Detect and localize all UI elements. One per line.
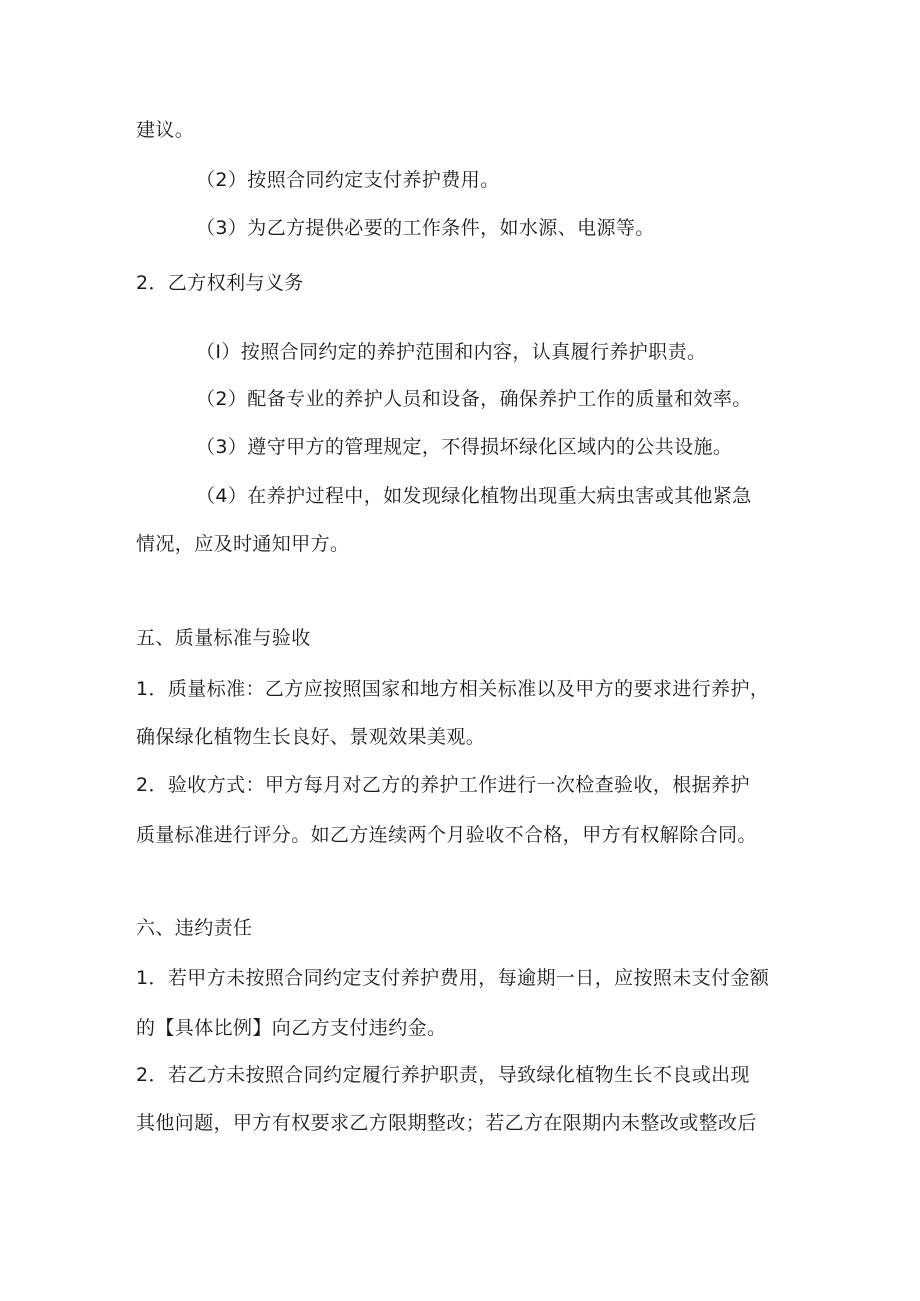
text-line: 的【具体比例】向乙方支付违约金。 xyxy=(136,1017,447,1039)
text-line: 1．质量标准：乙方应按照国家和地方相关标准以及甲方的要求进行养护， xyxy=(136,678,770,700)
text-line: （2）按照合同约定支付养护费用。 xyxy=(196,169,500,191)
text-line: 其他问题，甲方有权要求乙方限期整改；若乙方在限期内未整改或整改后 xyxy=(136,1112,757,1134)
section-heading: 五、质量标准与验收 xyxy=(136,627,311,649)
text-line: 质量标准进行评分。如乙方连续两个月验收不合格，甲方有权解除合同。 xyxy=(136,824,757,846)
text-line: （4）在养护过程中，如发现绿化植物出现重大病虫害或其他紧急 xyxy=(196,485,752,507)
text-line: （I）按照合同约定的养护范围和内容，认真履行养护职责。 xyxy=(196,341,707,363)
text-line: （3）为乙方提供必要的工作条件，如水源、电源等。 xyxy=(196,217,655,239)
text-line: （2）配备专业的养护人员和设备，确保养护工作的质量和效率。 xyxy=(196,388,752,410)
section-heading: 六、违约责任 xyxy=(136,917,253,939)
text-line: 1．若甲方未按照合同约定支付养护费用，每逾期一日，应按照未支付金额 xyxy=(136,967,770,989)
text-line: （3）遵守甲方的管理规定，不得损坏绿化区域内的公共设施。 xyxy=(196,436,733,458)
text-line: 2．验收方式：甲方每月对乙方的养护工作进行一次检查验收，根据养护 xyxy=(136,774,750,796)
text-line: 2．若乙方未按照合同约定履行养护职责，导致绿化植物生长不良或出现 xyxy=(136,1064,750,1086)
section-heading: 2．乙方权利与义务 xyxy=(136,272,304,294)
text-line: 确保绿化植物生长良好、景观效果美观。 xyxy=(136,726,486,748)
text-line: 情况，应及时通知甲方。 xyxy=(136,533,350,555)
text-line: 建议。 xyxy=(136,119,195,141)
